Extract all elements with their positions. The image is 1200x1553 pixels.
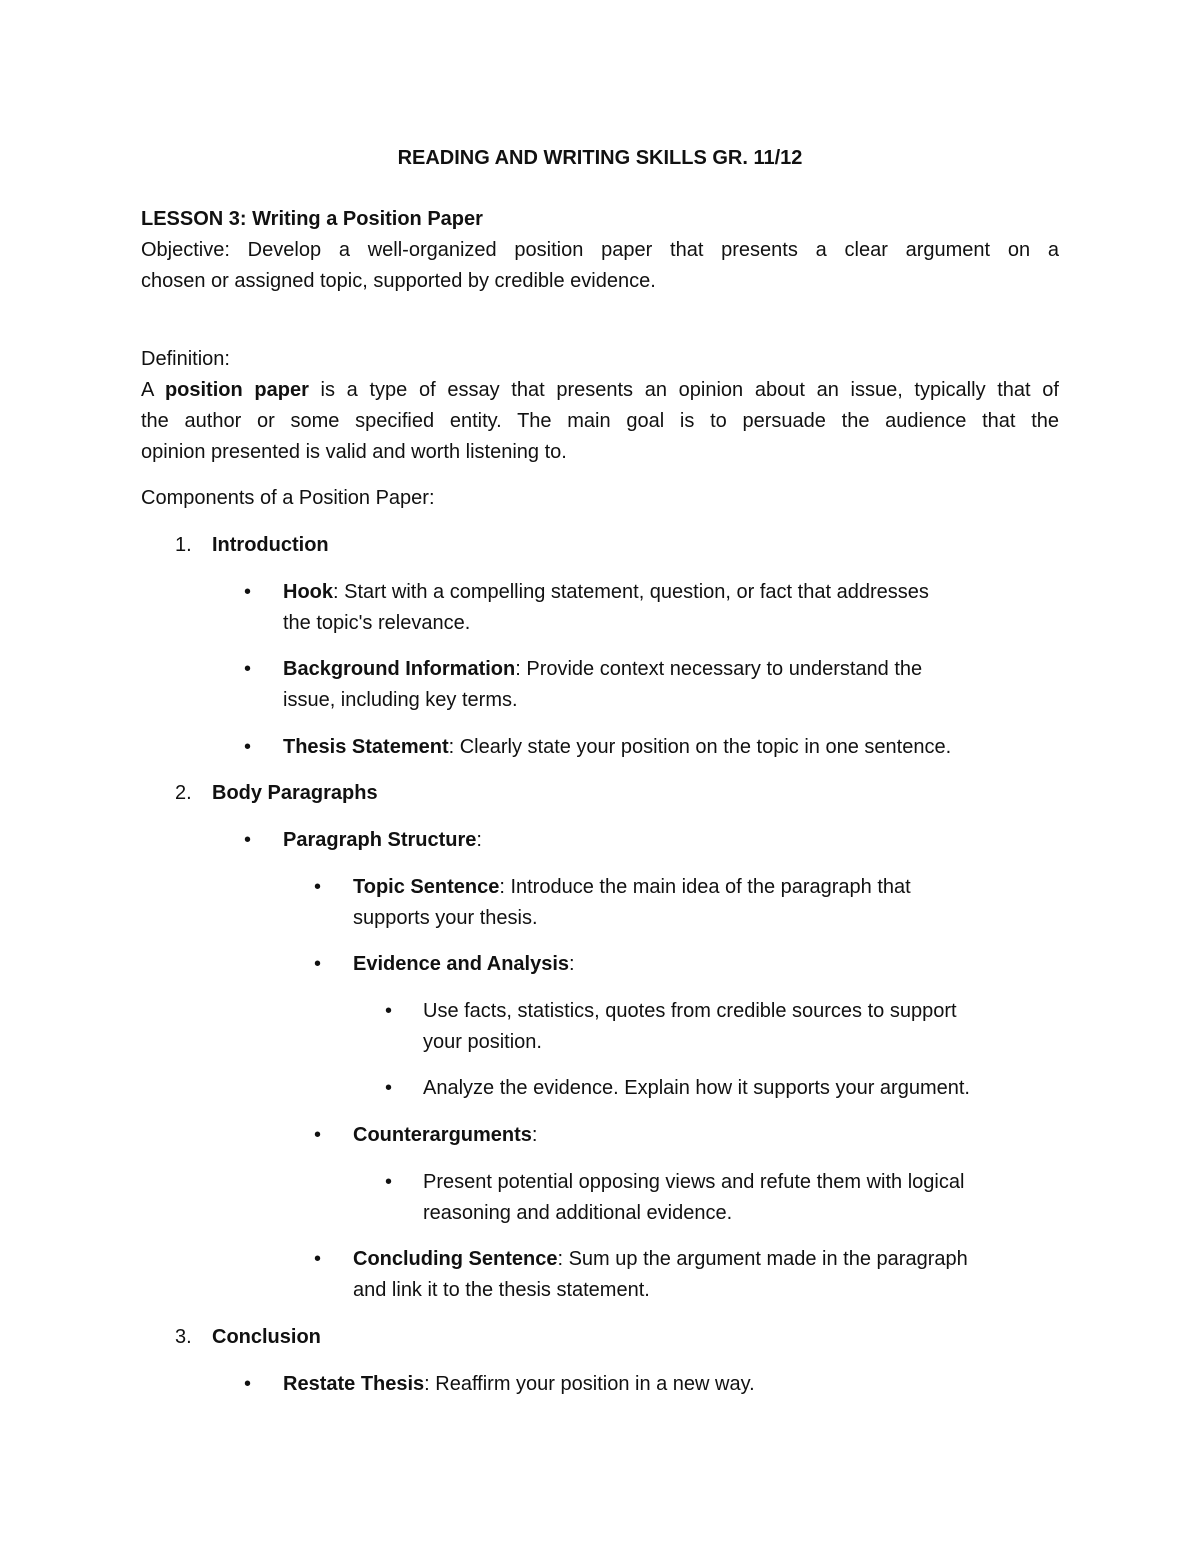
list-item: Present potential opposing views and refute them with logical — [423, 1171, 965, 1193]
definition-line-2: the author or some specified entity. The main goal is to persuade the audience that the — [141, 410, 1059, 432]
bullet-icon: • — [385, 1171, 393, 1193]
bullet-icon: • — [314, 876, 322, 898]
definition-line-3: opinion presented is valid and worth listening to. — [141, 441, 567, 463]
bullet-icon: • — [244, 581, 252, 603]
section-number: 1. — [175, 534, 192, 556]
bullet-icon: • — [314, 1248, 322, 1270]
list-item: Thesis Statement: Clearly state your position on the topic in one sentence. — [283, 736, 952, 758]
list-item: Background Information: Provide context necessary to understand the — [283, 658, 923, 680]
section-title-conclusion: Conclusion — [212, 1326, 321, 1348]
list-item: Counterarguments: — [353, 1124, 538, 1146]
list-item: Use facts, statistics, quotes from credible sources to support — [423, 1000, 957, 1022]
list-item-continuation: and link it to the thesis statement. — [353, 1279, 650, 1301]
list-item-continuation: your position. — [423, 1031, 542, 1053]
section-title-body-paragraphs: Body Paragraphs — [212, 782, 378, 804]
definition-heading: Definition: — [141, 348, 230, 370]
bullet-icon: • — [385, 1000, 393, 1022]
list-item: Concluding Sentence: Sum up the argument made in the paragraph — [353, 1248, 968, 1270]
bullet-icon: • — [244, 829, 252, 851]
list-item: Topic Sentence: Introduce the main idea of the paragraph that — [353, 876, 911, 898]
lesson-heading: LESSON 3: Writing a Position Paper — [141, 208, 483, 230]
bullet-icon: • — [314, 1124, 322, 1146]
components-heading: Components of a Position Paper: — [141, 487, 435, 509]
list-item: Paragraph Structure: — [283, 829, 482, 851]
list-item-continuation: supports your thesis. — [353, 907, 538, 929]
list-item: Analyze the evidence. Explain how it supports your argument. — [423, 1077, 970, 1099]
definition-line-1: A position paper is a type of essay that presents an opinion about an issue, typically that of — [141, 379, 1059, 401]
section-number: 3. — [175, 1326, 192, 1348]
section-title-introduction: Introduction — [212, 534, 329, 556]
bullet-icon: • — [314, 953, 322, 975]
bullet-icon: • — [385, 1077, 393, 1099]
list-item: Evidence and Analysis: — [353, 953, 575, 975]
objective-line-1: Objective: Develop a well-organized position paper that presents a clear argument on a — [141, 239, 1059, 261]
list-item-continuation: the topic's relevance. — [283, 612, 471, 634]
list-item-continuation: reasoning and additional evidence. — [423, 1202, 733, 1224]
section-number: 2. — [175, 782, 192, 804]
bullet-icon: • — [244, 1373, 252, 1395]
list-item: Restate Thesis: Reaffirm your position in a new way. — [283, 1373, 755, 1395]
document-title: READING AND WRITING SKILLS GR. 11/12 — [397, 147, 803, 169]
list-item: Hook: Start with a compelling statement, question, or fact that addresses — [283, 581, 929, 603]
list-item-continuation: issue, including key terms. — [283, 689, 518, 711]
bullet-icon: • — [244, 736, 252, 758]
objective-line-2: chosen or assigned topic, supported by credible evidence. — [141, 270, 656, 292]
bullet-icon: • — [244, 658, 252, 680]
